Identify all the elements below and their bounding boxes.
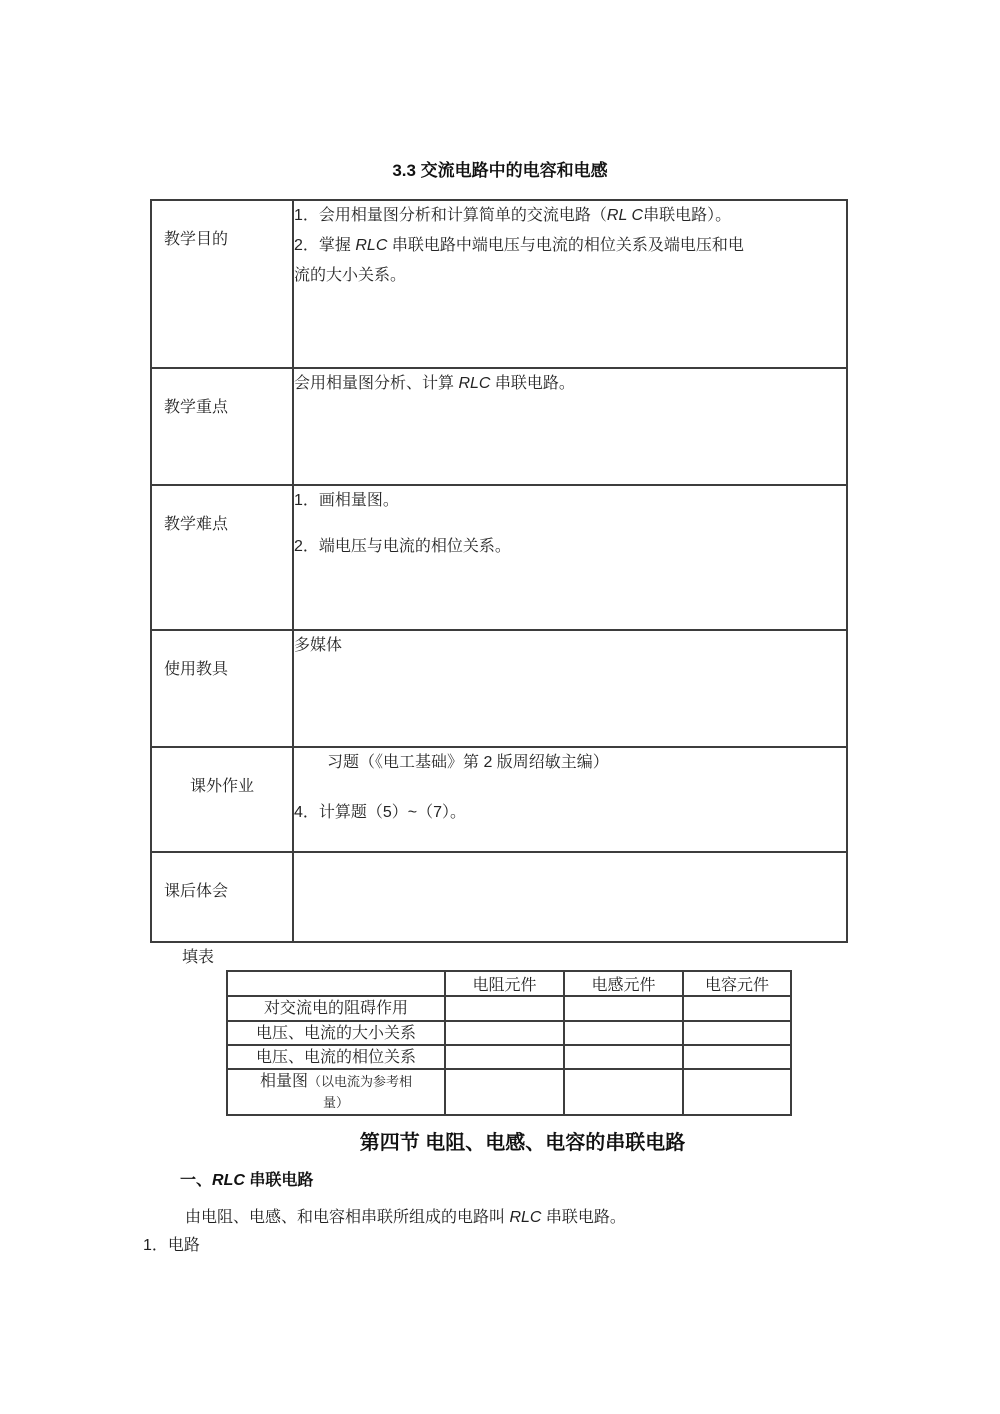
corner-cell [227,971,445,996]
fill-cell-empty [445,1045,564,1069]
row-label: 教学重点 [151,368,293,485]
paragraph: 由电阻、电感、和电容相串联所组成的电路叫 RLC 串联电路。 [185,1209,626,1226]
fill-row-label: 相量图（以电流为参考相 量） [227,1069,445,1115]
fill-cell-empty [683,1021,791,1045]
table-row [151,852,847,942]
fill-cell-empty [683,996,791,1021]
list-item: 1．电路 [143,1237,200,1254]
content-line: 流的大小关系。 [294,267,407,284]
table-row [151,630,847,747]
row-content [293,747,847,852]
fill-cell-empty [683,1069,791,1115]
subsection-heading: 一、RLC 串联电路 [180,1172,314,1189]
fill-row-label: 电压、电流的大小关系 [227,1021,445,1045]
content-line: 4．计算题（5）~（7）。 [294,804,467,821]
fill-row-label: 对交流电的阻碍作用 [227,996,445,1021]
fill-row [227,1045,791,1069]
fill-header-row [227,971,791,996]
row-content [293,200,847,368]
row-content [293,630,847,747]
row-content [293,368,847,485]
row-label: 课后体会 [151,852,293,942]
content-line: 习题（《电工基础》第 2 版周绍敏主编） [327,754,609,771]
fill-cell-empty [445,1021,564,1045]
fill-cell-empty [564,1069,683,1115]
table-row [151,368,847,485]
table-row [151,200,847,368]
column-header: 电阻元件 [445,971,564,996]
fill-row-label: 电压、电流的相位关系 [227,1045,445,1069]
fill-row [227,1021,791,1045]
lesson-plan-table [150,199,848,943]
table-row [151,485,847,630]
fill-cell-empty [445,1069,564,1115]
fill-table [226,970,792,1116]
content-line: 会用相量图分析、计算 RLC 串联电路。 [294,375,575,392]
fill-cell-empty [564,1045,683,1069]
fill-cell-empty [445,996,564,1021]
row-label: 教学目的 [151,200,293,368]
section-heading: 第四节 电阻、电感、电容的串联电路 [359,1132,686,1154]
content-line: 1．画相量图。 [294,492,399,509]
column-header: 电容元件 [683,971,791,996]
fill-cell-empty [564,1021,683,1045]
column-header: 电感元件 [564,971,683,996]
content-line: 多媒体 [294,637,343,654]
fill-table-caption: 填表 [182,949,215,966]
fill-row [227,996,791,1021]
table-row [151,747,847,852]
row-label: 教学难点 [151,485,293,630]
content-line: 2．掌握 RLC 串联电路中端电压与电流的相位关系及端电压和电 [294,237,744,254]
content-line: 2．端电压与电流的相位关系。 [294,538,511,555]
fill-cell-empty [564,996,683,1021]
row-content [293,485,847,630]
fill-row [227,1069,791,1115]
content-line: 1．会用相量图分析和计算简单的交流电路（RL C串联电路）。 [294,207,732,224]
row-label: 课外作业 [151,747,293,852]
row-label: 使用教具 [151,630,293,747]
row-content-empty [293,852,847,942]
document-title: 3.3 交流电路中的电容和电感 [392,161,608,180]
fill-cell-empty [683,1045,791,1069]
